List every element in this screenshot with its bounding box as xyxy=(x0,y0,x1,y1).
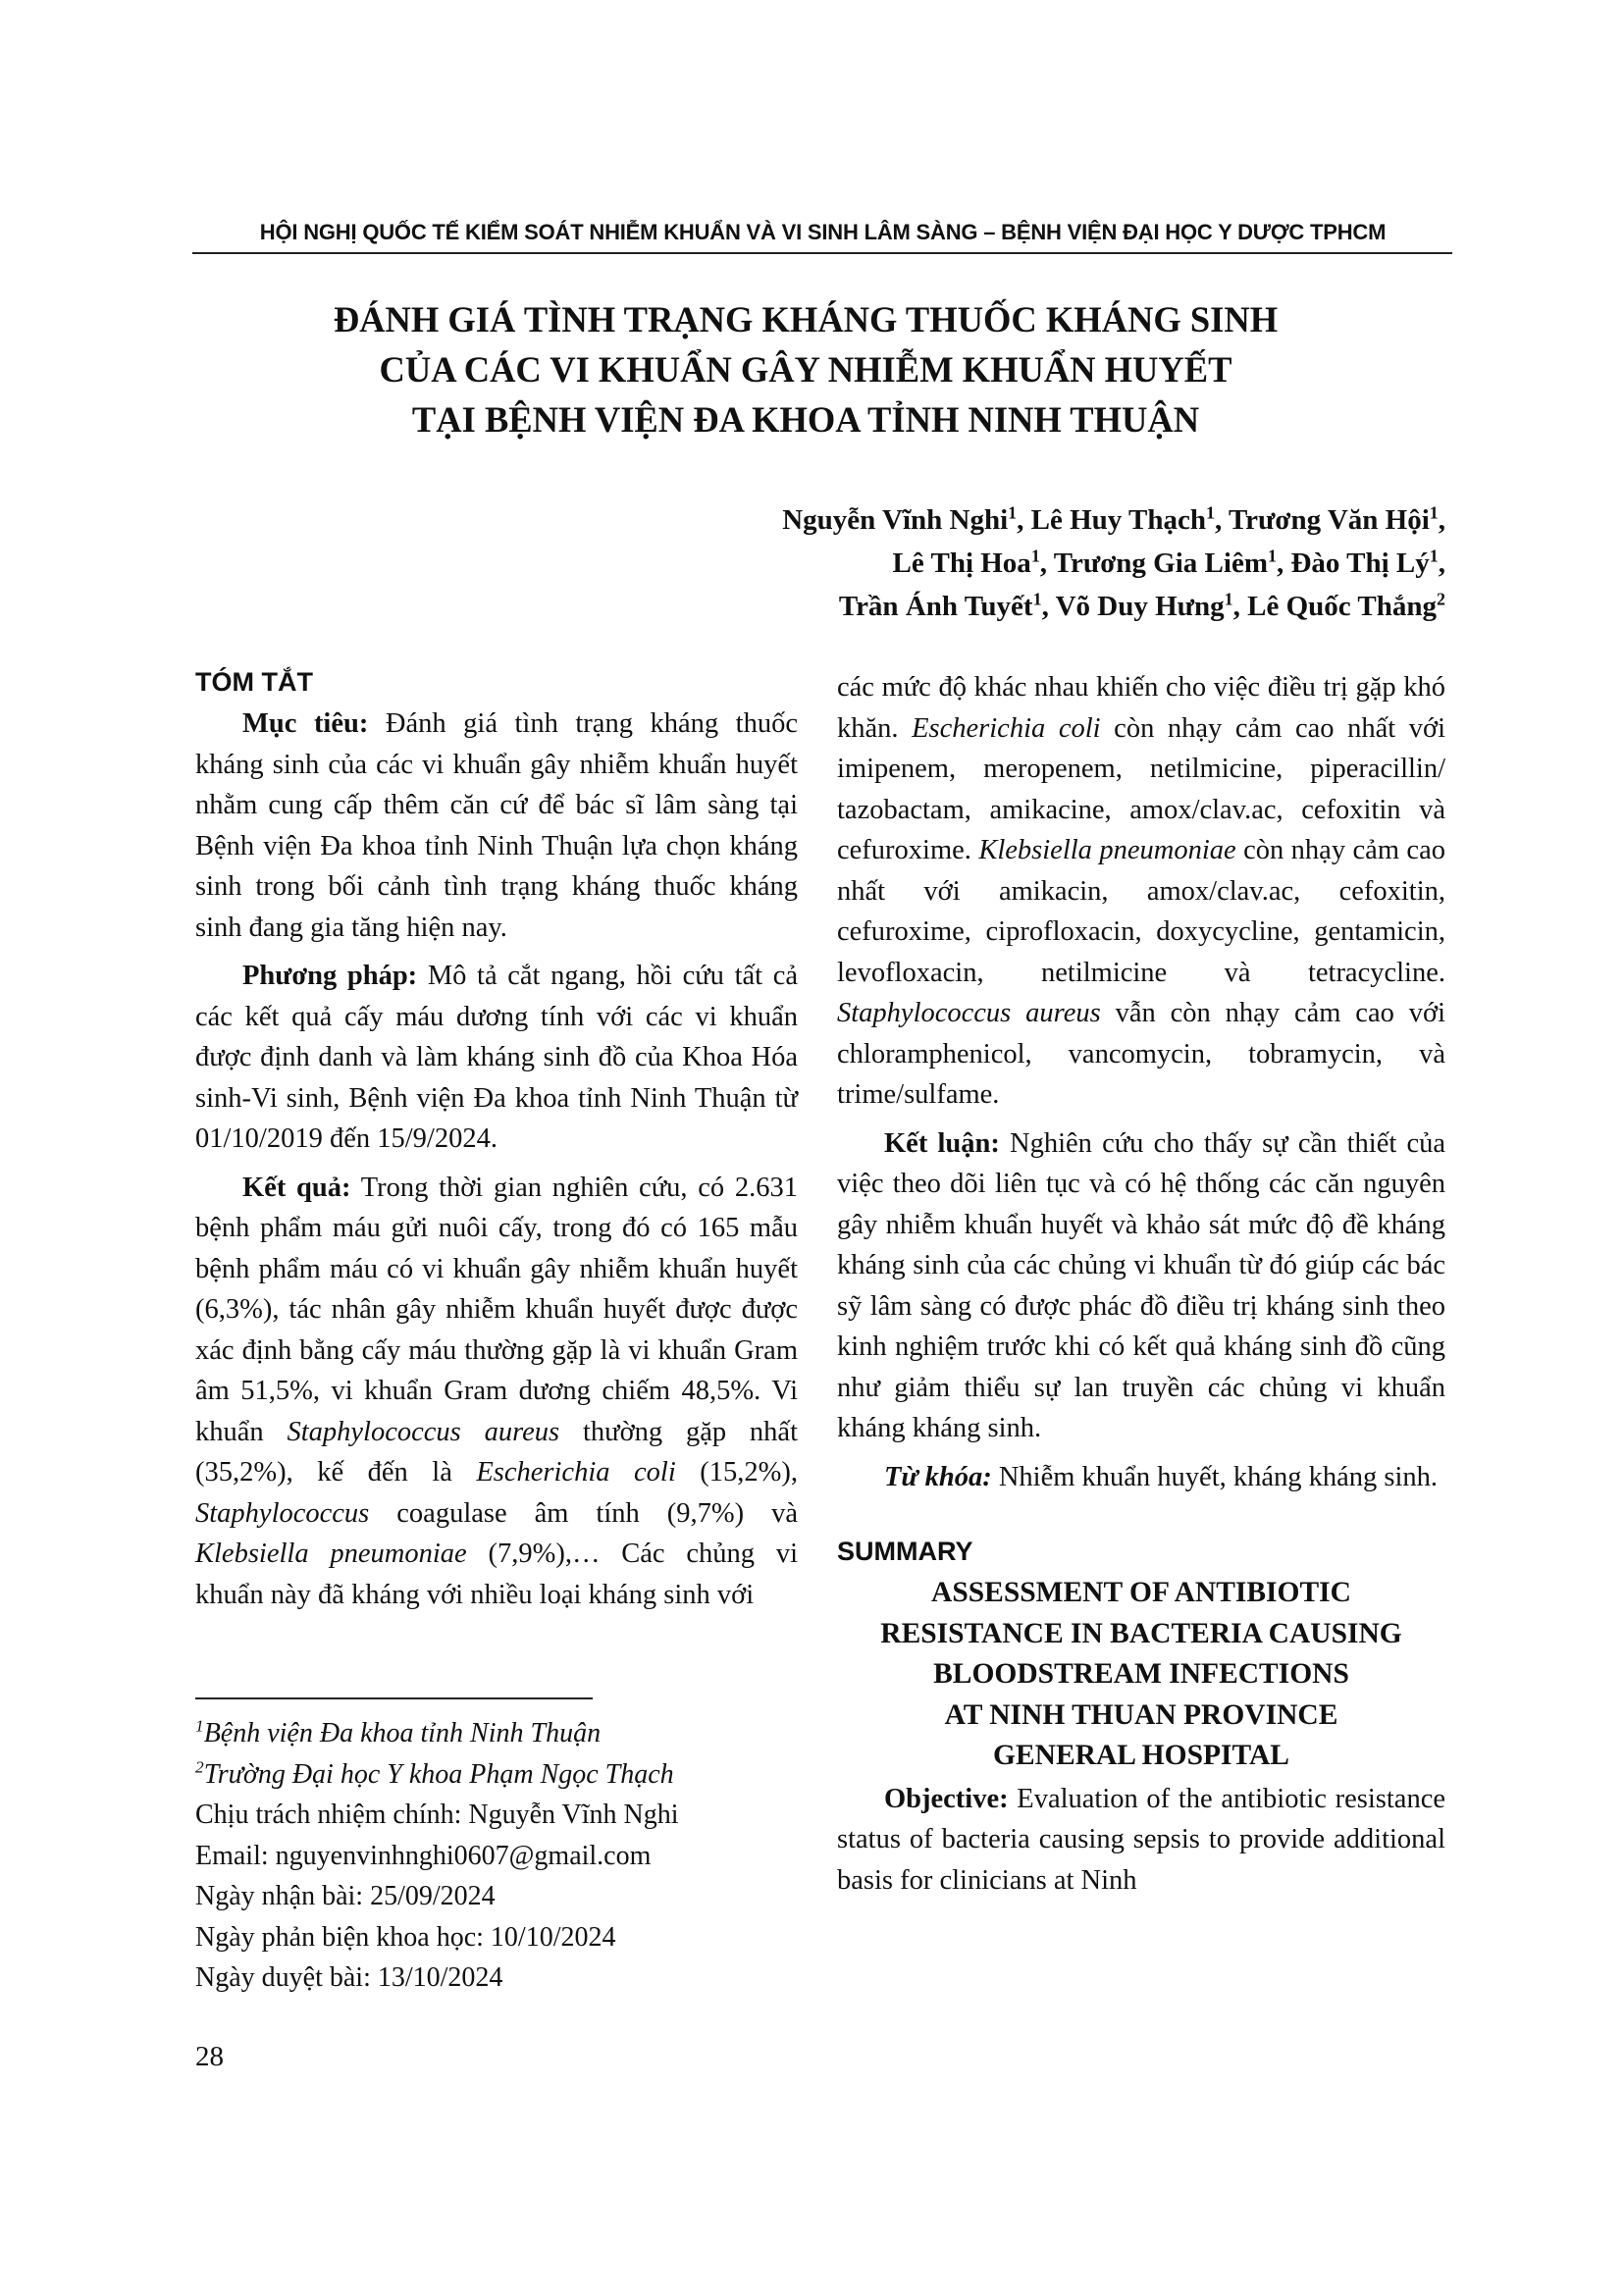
affiliation-mark: 2 xyxy=(195,1757,204,1777)
species-name: Staphylococcus aureus xyxy=(287,1416,560,1447)
species-name: Staphylococcus xyxy=(195,1497,370,1529)
abstract-objective xyxy=(195,704,798,948)
author-affiliation-mark: 1 xyxy=(1032,589,1042,609)
abstract-conclusion xyxy=(837,1123,1445,1449)
author-affiliation-mark: 1 xyxy=(1267,546,1277,566)
method-text: Mô tả cắt ngang, hồi cứu tất cả các kết quả cấy máu dương tính với các vi khuẩn được định danh và làm kháng sinh đồ của Khoa Hóa sinh-Vi sinh, Bệnh viện Đa khoa tỉnh Ninh Thuận từ 01/10/2019 đến 15/9/2024. xyxy=(195,961,798,1154)
author-affiliation-mark: 1 xyxy=(1030,546,1040,566)
species-name: Staphylococcus aureus xyxy=(837,998,1101,1028)
author-name: Trương Văn Hội xyxy=(1228,504,1430,536)
author-line-2: Lê Thị Hoa$^1$, Trương Gia Liêm$^1$, Đào Thị $Lý^1$, xyxy=(892,546,1445,579)
author-name: Lê Quốc Thắng xyxy=(1247,591,1438,622)
author-name: Đào Thị Lý xyxy=(1290,548,1430,579)
author-name: Võ Duy Hưng xyxy=(1055,591,1225,622)
result-text: coagulase âm tính (9,7%) và xyxy=(369,1497,798,1529)
english-title-line: GENERAL HOSPITAL xyxy=(993,1740,1289,1771)
method-label: Phương pháp: xyxy=(242,961,418,991)
footnote-divider xyxy=(195,1697,593,1699)
abstract-result-continued xyxy=(837,667,1445,1116)
author-line-3: Trần Ánh Tuyết$^1$, Võ Duy Hưng$^1$, Lê Quốc Thắng$^2$ xyxy=(838,589,1445,622)
summary-heading: SUMMARY xyxy=(837,1537,973,1566)
right-column xyxy=(837,667,1445,1901)
keywords-text: Nhiễm khuẩn huyết, kháng kháng sinh. xyxy=(991,1461,1439,1492)
result-text: Trong thời gian nghiên cứu, có 2.631 bệnh phẩm máu gửi nuôi cấy, trong đó có 165 mẫu bệnh phẩm máu có vi khuẩn gây nhiễm khuẩn huyết (6,3%), tác nhân gây nhiễm khuẩn huyết được được xác định bằng cấy máu thường gặp là vi khuẩn Gram âm 51,5%, vi khuẩn Gram dương chiếm 48,5%. Vi khuẩn xyxy=(195,1172,798,1447)
species-name: Klebsiella pneumoniae xyxy=(195,1539,467,1569)
author-affiliation-mark: 1 xyxy=(1429,502,1439,523)
species-name: Klebsiella pneumoniae xyxy=(978,835,1236,865)
accepted-date: Ngày duyệt bài: 13/10/2024 xyxy=(195,1962,503,1993)
author-name: Trần Ánh Tuyết xyxy=(838,591,1033,622)
title-line-2: CỦA CÁC VI KHUẨN GÂY NHIỄM KHUẨN HUYẾT xyxy=(379,349,1232,390)
corresponding-author: Chịu trách nhiệm chính: Nguyễn Vĩnh Nghi xyxy=(195,1800,679,1830)
page-number: 28 xyxy=(195,2041,224,2072)
english-title-line: AT NINH THUAN PROVINCE xyxy=(944,1698,1338,1731)
title-line-3: TẠI BỆNH VIỆN ĐA KHOA TỈNH NINH THUẬN xyxy=(411,399,1200,440)
abstract-keywords xyxy=(837,1457,1445,1498)
summary-objective-label: Objective: xyxy=(884,1783,1009,1814)
header-divider xyxy=(192,252,1452,254)
author-affiliation-mark: 2 xyxy=(1437,589,1445,609)
objective-label: Mục tiêu: xyxy=(242,708,369,739)
author-affiliation-mark: 1 xyxy=(1224,589,1233,609)
author-affiliation-mark: 1 xyxy=(1008,502,1018,523)
english-title-line: BLOODSTREAM INFECTIONS xyxy=(933,1658,1349,1690)
author-name: Lê Huy Thạch xyxy=(1030,504,1206,536)
author-line-1: Nguyễn Vĩnh Nghi$^1$, Lê Huy Thạch$^1$, Trương Văn Hội$^1$, xyxy=(782,502,1445,536)
english-title-line: RESISTANCE IN BACTERIA CAUSING xyxy=(880,1617,1402,1649)
abstract-result xyxy=(195,1168,798,1616)
affiliation-1 xyxy=(195,1713,804,1754)
result-text: (7,9%),… Các chủng vi khuẩn này đã kháng với nhiều loại kháng sinh với xyxy=(195,1539,798,1610)
result-text: còn nhạy cảm cao nhất với amikacin, amox/clav.ac, cefoxitin, cefuroxime, ciprofloxacin, doxycycline, gentamicin, levofloxacin, netilmicine và tetracycline. xyxy=(837,835,1445,988)
summary-objective xyxy=(837,1779,1445,1902)
title-line-1: ĐÁNH GIÁ TÌNH TRẠNG KHÁNG THUỐC KHÁNG SINH xyxy=(333,299,1279,339)
author-name: Trương Gia Liêm xyxy=(1053,548,1268,579)
keywords-label: Từ khóa: xyxy=(884,1461,992,1492)
english-title xyxy=(837,1573,1445,1777)
author-name: Lê Thị Hoa xyxy=(892,548,1031,579)
conclusion-label: Kết luận: xyxy=(884,1127,1000,1159)
affiliation-2 xyxy=(195,1754,804,1796)
result-text: vẫn còn nhạy cảm cao với chloramphenicol, vancomycin, tobramycin, và trime/sulfame. xyxy=(837,998,1445,1110)
species-name: Escherichia coli xyxy=(912,712,1101,744)
summary-objective-text: Evaluation of the antibiotic resistance status of bacteria causing sepsis to provide additional basis for clinicians at Ninh xyxy=(837,1783,1445,1896)
received-date: Ngày nhận bài: 25/09/2024 xyxy=(195,1881,496,1911)
result-text: còn nhạy cảm cao nhất với imipenem, meropenem, netilmicine, piperacillin/ tazobactam, amikacine, amox/clav.ac, cefoxitin và cefuroxime. xyxy=(837,712,1445,865)
objective-text: Đánh giá tình trạng kháng thuốc kháng sinh của các vi khuẩn gây nhiễm khuẩn huyết nhằm cung cấp thêm căn cứ để bác sĩ lâm sàng tại Bệnh viện Đa khoa tỉnh Ninh Thuận lựa chọn kháng sinh trong bối cảnh tình trạng kháng thuốc kháng sinh đang gia tăng hiện nay. xyxy=(195,708,798,943)
result-text: các mức độ khác nhau khiến cho việc điều trị gặp khó khăn. xyxy=(837,672,1445,744)
species-name: Escherichia coli xyxy=(476,1457,676,1487)
article-title xyxy=(192,294,1419,444)
author-affiliation-mark: 1 xyxy=(1205,502,1215,523)
affiliation-mark: 1 xyxy=(195,1716,204,1736)
author-affiliation-mark: 1 xyxy=(1429,546,1439,566)
result-text: (15,2%), xyxy=(675,1457,798,1487)
abstract-method xyxy=(195,956,798,1160)
footnotes xyxy=(195,1713,804,1999)
english-title-line: ASSESSMENT OF ANTIBIOTIC xyxy=(931,1577,1351,1608)
conclusion-text: Nghiên cứu cho thấy sự cần thiết của việc theo dõi liên tục và có hệ thống các căn nguyên gây nhiễm khuẩn huyết và khảo sát mức độ đề kháng kháng sinh của các chủng vi khuẩn từ đó giúp các bác sỹ lâm sàng có được phác đồ điều trị kháng sinh theo kinh nghiệm trước khi có kết quả kháng sinh đồ cũng như giảm thiểu sự lan truyền các chủng vi khuẩn kháng kháng sinh. xyxy=(837,1127,1445,1443)
email: Email: nguyenvinhnghi0607@gmail.com xyxy=(195,1840,652,1871)
author-name: Nguyễn Vĩnh Nghi xyxy=(782,504,1009,536)
left-column xyxy=(195,667,798,1615)
result-label: Kết quả: xyxy=(242,1172,351,1203)
affiliation-text: Trường Đại học Y khoa Phạm Ngọc Thạch xyxy=(203,1758,674,1790)
running-header: HỘI NGHỊ QUỐC TẾ KIỂM SOÁT NHIỄM KHUẨN VÀ VI SINH LÂM SÀNG – BỆNH VIỆN ĐẠI HỌC Y DƯỢC TPHCM xyxy=(259,220,1387,244)
result-text: thường gặp nhất (35,2%), kế đến là xyxy=(195,1416,799,1487)
author-list xyxy=(550,498,1445,628)
abstract-heading: TÓM TẮT xyxy=(195,667,313,697)
review-date: Ngày phản biện khoa học: 10/10/2024 xyxy=(195,1921,616,1953)
affiliation-text: Bệnh viện Đa khoa tỉnh Ninh Thuận xyxy=(203,1718,602,1748)
